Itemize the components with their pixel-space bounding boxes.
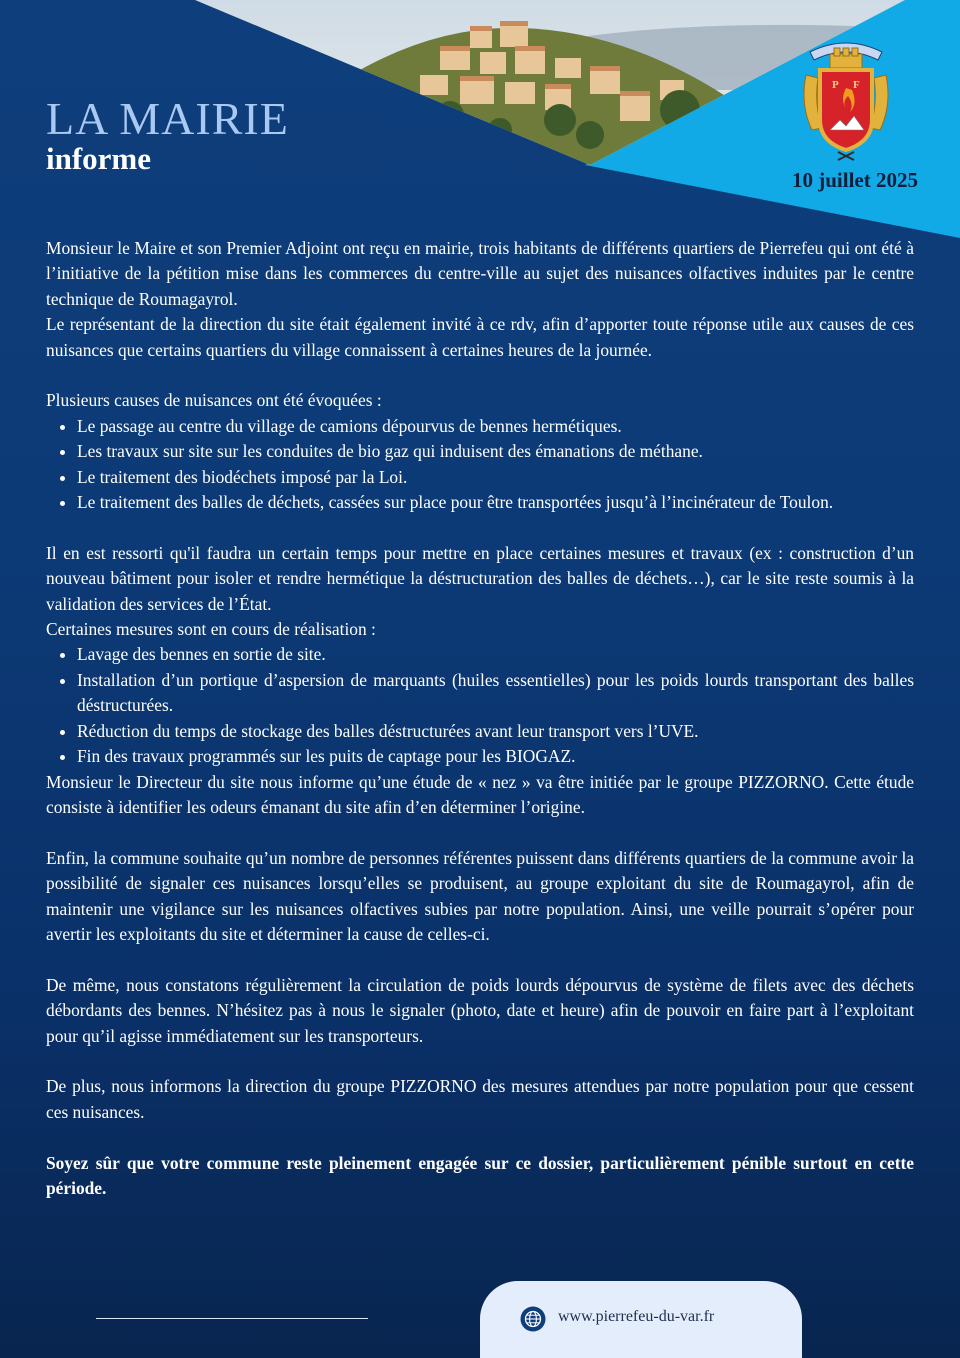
list-item: • Réduction du temps de stockage des balles déstructurées avant leur transport vers l’UVE.: [77, 719, 914, 744]
paragraph-measures-intro: Certaines mesures sont en cours de réalisation :: [46, 619, 376, 640]
article-body: [46, 236, 914, 1201]
website-box: [480, 1281, 802, 1358]
crest-icon: [796, 30, 896, 162]
paragraph-site-representative: Le représentant de la direction du site était également invité à ce rdv, afin d’apporter toute réponse utile aux causes de ces nuisances que certains quartiers du village connaissent à certaines heures de la journée.: [46, 314, 914, 360]
list-item: • Les travaux sur site sur les conduites de bio gaz qui induisent des émanations de méthane.: [77, 439, 914, 464]
website-link[interactable]: www.pierrefeu-du-var.fr: [558, 1308, 715, 1325]
paragraph-closing: Soyez sûr que votre commune reste pleinement engagée sur ce dossier, particulièrement pénible surtout en cette période.: [46, 1152, 914, 1198]
svg-text:P: P: [832, 79, 839, 91]
paragraph-trucks: De même, nous constatons régulièrement la circulation de poids lourds dépourvus de système de filets avec des déchets débordants des bennes. N’hésitez pas à nous le signaler (photo, date et heure) afin de pouvoir en faire part à l’exploitant pour qu’il agisse immédiatement sur les transporteurs.: [46, 974, 914, 1046]
list-item: • Le traitement des biodéchets imposé par la Loi.: [77, 465, 914, 490]
page-subtitle: informe: [46, 141, 152, 176]
globe-icon: [520, 1306, 546, 1332]
list-item: • Le traitement des balles de déchets, cassées sur place pour être transportées jusqu’à l’incinérateur de Toulon.: [77, 490, 914, 515]
paragraph-nose-study: Monsieur le Directeur du site nous informe qu’une étude de « nez » va être initiée par le groupe PIZZORNO. Cette étude consiste à identifier les odeurs émanant du site afin d’en déterminer l’origine.: [46, 771, 914, 817]
list-item: • Installation d’un portique d’aspersion de marquants (huiles essentielles) pour les poids lourds transportant des balles déstructurées.: [77, 668, 914, 719]
paragraph-intro: Monsieur le Maire et son Premier Adjoint ont reçu en mairie, trois habitants de différents quartiers de Pierrefeu qui ont été à l’initiative de la pétition mise dans les commerces du centre-ville au sujet des nuisances olfactives induites par le centre technique de Roumagayrol.: [46, 238, 914, 309]
paragraph-causes-intro: Plusieurs causes de nuisances ont été évoquées :: [46, 390, 382, 411]
signature-line: [96, 1318, 368, 1319]
list-item: • Lavage des bennes en sortie de site.: [77, 642, 914, 667]
page-title: LA MAIRIE: [46, 93, 289, 144]
list-item: • Fin des travaux programmés sur les puits de captage pour les BIOGAZ.: [77, 744, 914, 769]
measures-list: [46, 642, 914, 769]
paragraph-outcome: Il en est ressorti qu'il faudra un certain temps pour mettre en place certaines mesures et travaux (ex : construction d’un nouveau bâtiment pour isoler et rendre hermétique la déstructuration des balles de déchets…), car le site reste soumis à la validation des services de l’État.: [46, 542, 914, 614]
causes-list: [46, 414, 914, 516]
paragraph-referents: Enfin, la commune souhaite qu’un nombre de personnes référentes puissent dans différents quartiers de la commune avoir la possibilité de signaler ces nuisances lorsqu’elles se produisent, au groupe exploitant du site de Roumagayrol, afin de maintenir une vigilance sur les nuisances olfactives subies par notre population. Ainsi, une veille pourrait s’opérer pour avertir les exploitants du site et déterminer la cause de celles-ci.: [46, 847, 914, 944]
list-item: • Le passage au centre du village de camions dépourvus de bennes hermétiques.: [77, 414, 914, 439]
paragraph-expectations: De plus, nous informons la direction du groupe PIZZORNO des mesures attendues par notre population pour que cessent ces nuisances.: [46, 1076, 914, 1122]
svg-text:F: F: [853, 79, 860, 91]
publication-date: 10 juillet 2025: [792, 168, 918, 192]
